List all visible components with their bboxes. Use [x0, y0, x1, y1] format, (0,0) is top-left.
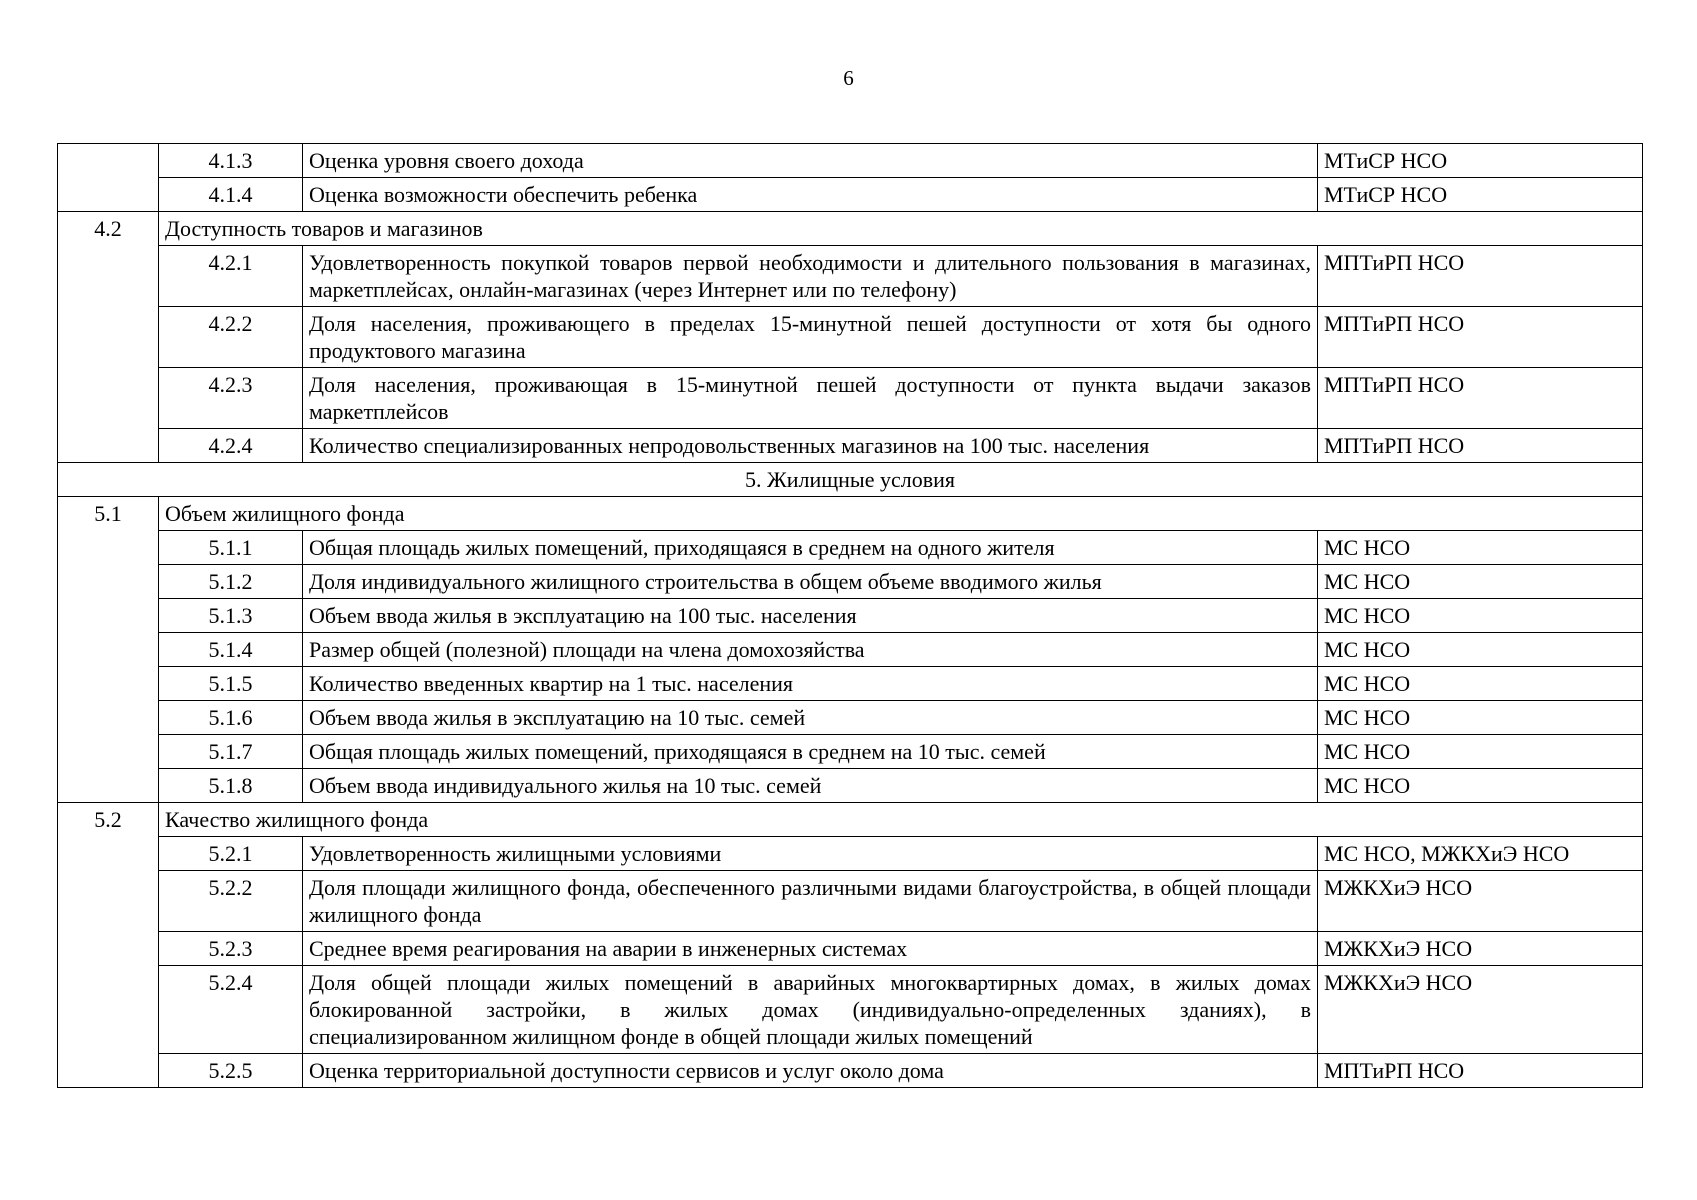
row-number: 4.2.1 [159, 246, 303, 307]
group-title: Качество жилищного фонда [159, 803, 1643, 837]
row-responsible: МТиСР НСО [1318, 178, 1643, 212]
row-number: 5.2.4 [159, 966, 303, 1054]
row-responsible: МЖКХиЭ НСО [1318, 966, 1643, 1054]
row-number: 5.1.7 [159, 735, 303, 769]
row-indicator: Объем ввода жилья в эксплуатацию на 100 тыс. населения [303, 599, 1318, 633]
table-row [58, 735, 1643, 769]
row-responsible: МС НСО [1318, 599, 1643, 633]
row-number: 5.1.1 [159, 531, 303, 565]
table-row [58, 769, 1643, 803]
row-number: 5.1.2 [159, 565, 303, 599]
table-row [58, 246, 1643, 307]
row-responsible: МПТиРП НСО [1318, 1054, 1643, 1088]
table-row [58, 1054, 1643, 1088]
row-indicator: Размер общей (полезной) площади на члена домохозяйства [303, 633, 1318, 667]
table-row [58, 932, 1643, 966]
row-responsible: МПТиРП НСО [1318, 429, 1643, 463]
row-indicator: Доля площади жилищного фонда, обеспеченного различными видами благоустройства, в общей площади жилищного фонда [303, 871, 1318, 932]
table-row [58, 368, 1643, 429]
row-indicator: Общая площадь жилых помещений, приходящаяся в среднем на одного жителя [303, 531, 1318, 565]
indicators-table [57, 143, 1643, 1088]
table-row [58, 178, 1643, 212]
row-indicator: Оценка территориальной доступности сервисов и услуг около дома [303, 1054, 1318, 1088]
table-row [58, 599, 1643, 633]
row-number: 5.2.5 [159, 1054, 303, 1088]
row-indicator: Удовлетворенность покупкой товаров первой необходимости и длительного пользования в магазинах, маркетплейсах, онлайн-магазинах (через Интернет или по телефону) [303, 246, 1318, 307]
page-number: 6 [843, 66, 854, 90]
row-responsible: МТиСР НСО [1318, 144, 1643, 178]
table-row [58, 871, 1643, 932]
group-title: Доступность товаров и магазинов [159, 212, 1643, 246]
row-indicator: Количество введенных квартир на 1 тыс. населения [303, 667, 1318, 701]
group-number: 4.2 [58, 212, 159, 463]
table-row [58, 565, 1643, 599]
row-indicator: Доля населения, проживающего в пределах 15-минутной пешей доступности от хотя бы одного продуктового магазина [303, 307, 1318, 368]
group-header-row [58, 212, 1643, 246]
row-number: 4.1.3 [159, 144, 303, 178]
table-row [58, 701, 1643, 735]
table-row [58, 633, 1643, 667]
row-number: 5.1.3 [159, 599, 303, 633]
table-row [58, 966, 1643, 1054]
table-row [58, 144, 1643, 178]
row-responsible: МС НСО [1318, 735, 1643, 769]
row-responsible: МС НСО [1318, 531, 1643, 565]
row-indicator: Объем ввода индивидуального жилья на 10 тыс. семей [303, 769, 1318, 803]
row-indicator: Среднее время реагирования на аварии в инженерных системах [303, 932, 1318, 966]
row-responsible: МС НСО [1318, 701, 1643, 735]
table-row [58, 531, 1643, 565]
row-indicator: Оценка уровня своего дохода [303, 144, 1318, 178]
table-row [58, 667, 1643, 701]
group-header-row [58, 803, 1643, 837]
row-responsible: МС НСО [1318, 667, 1643, 701]
row-number: 5.1.6 [159, 701, 303, 735]
row-indicator: Общая площадь жилых помещений, приходящаяся в среднем на 10 тыс. семей [303, 735, 1318, 769]
table-row [58, 307, 1643, 368]
row-responsible: МС НСО [1318, 633, 1643, 667]
row-number: 5.2.2 [159, 871, 303, 932]
row-number: 5.1.8 [159, 769, 303, 803]
row-indicator: Доля населения, проживающая в 15-минутной пешей доступности от пункта выдачи заказов маркетплейсов [303, 368, 1318, 429]
row-responsible: МЖКХиЭ НСО [1318, 871, 1643, 932]
group-header-row [58, 497, 1643, 531]
row-responsible: МС НСО, МЖКХиЭ НСО [1318, 837, 1643, 871]
row-number: 5.2.1 [159, 837, 303, 871]
row-number: 5.1.5 [159, 667, 303, 701]
row-indicator: Объем ввода жилья в эксплуатацию на 10 тыс. семей [303, 701, 1318, 735]
row-indicator: Оценка возможности обеспечить ребенка [303, 178, 1318, 212]
row-number: 4.2.2 [159, 307, 303, 368]
group-number: 5.1 [58, 497, 159, 803]
row-number: 4.1.4 [159, 178, 303, 212]
row-number: 5.2.3 [159, 932, 303, 966]
row-number: 4.2.4 [159, 429, 303, 463]
section-title: 5. Жилищные условия [58, 463, 1643, 497]
row-number: 5.1.4 [159, 633, 303, 667]
row-responsible: МС НСО [1318, 769, 1643, 803]
row-responsible: МПТиРП НСО [1318, 307, 1643, 368]
group-cell-empty [58, 144, 159, 212]
row-indicator: Удовлетворенность жилищными условиями [303, 837, 1318, 871]
row-responsible: МЖКХиЭ НСО [1318, 932, 1643, 966]
table-row [58, 837, 1643, 871]
row-responsible: МПТиРП НСО [1318, 368, 1643, 429]
group-title: Объем жилищного фонда [159, 497, 1643, 531]
row-number: 4.2.3 [159, 368, 303, 429]
table-row [58, 429, 1643, 463]
group-number: 5.2 [58, 803, 159, 1088]
row-indicator: Доля индивидуального жилищного строительства в общем объеме вводимого жилья [303, 565, 1318, 599]
row-responsible: МС НСО [1318, 565, 1643, 599]
row-responsible: МПТиРП НСО [1318, 246, 1643, 307]
row-indicator: Доля общей площади жилых помещений в аварийных многоквартирных домах, в жилых домах блокированной застройки, в жилых домах (индивидуально-определенных зданиях), в специализированном жилищном фонде в общей площади жилых помещений [303, 966, 1318, 1054]
section-header-row [58, 463, 1643, 497]
row-indicator: Количество специализированных непродовольственных магазинов на 100 тыс. населения [303, 429, 1318, 463]
